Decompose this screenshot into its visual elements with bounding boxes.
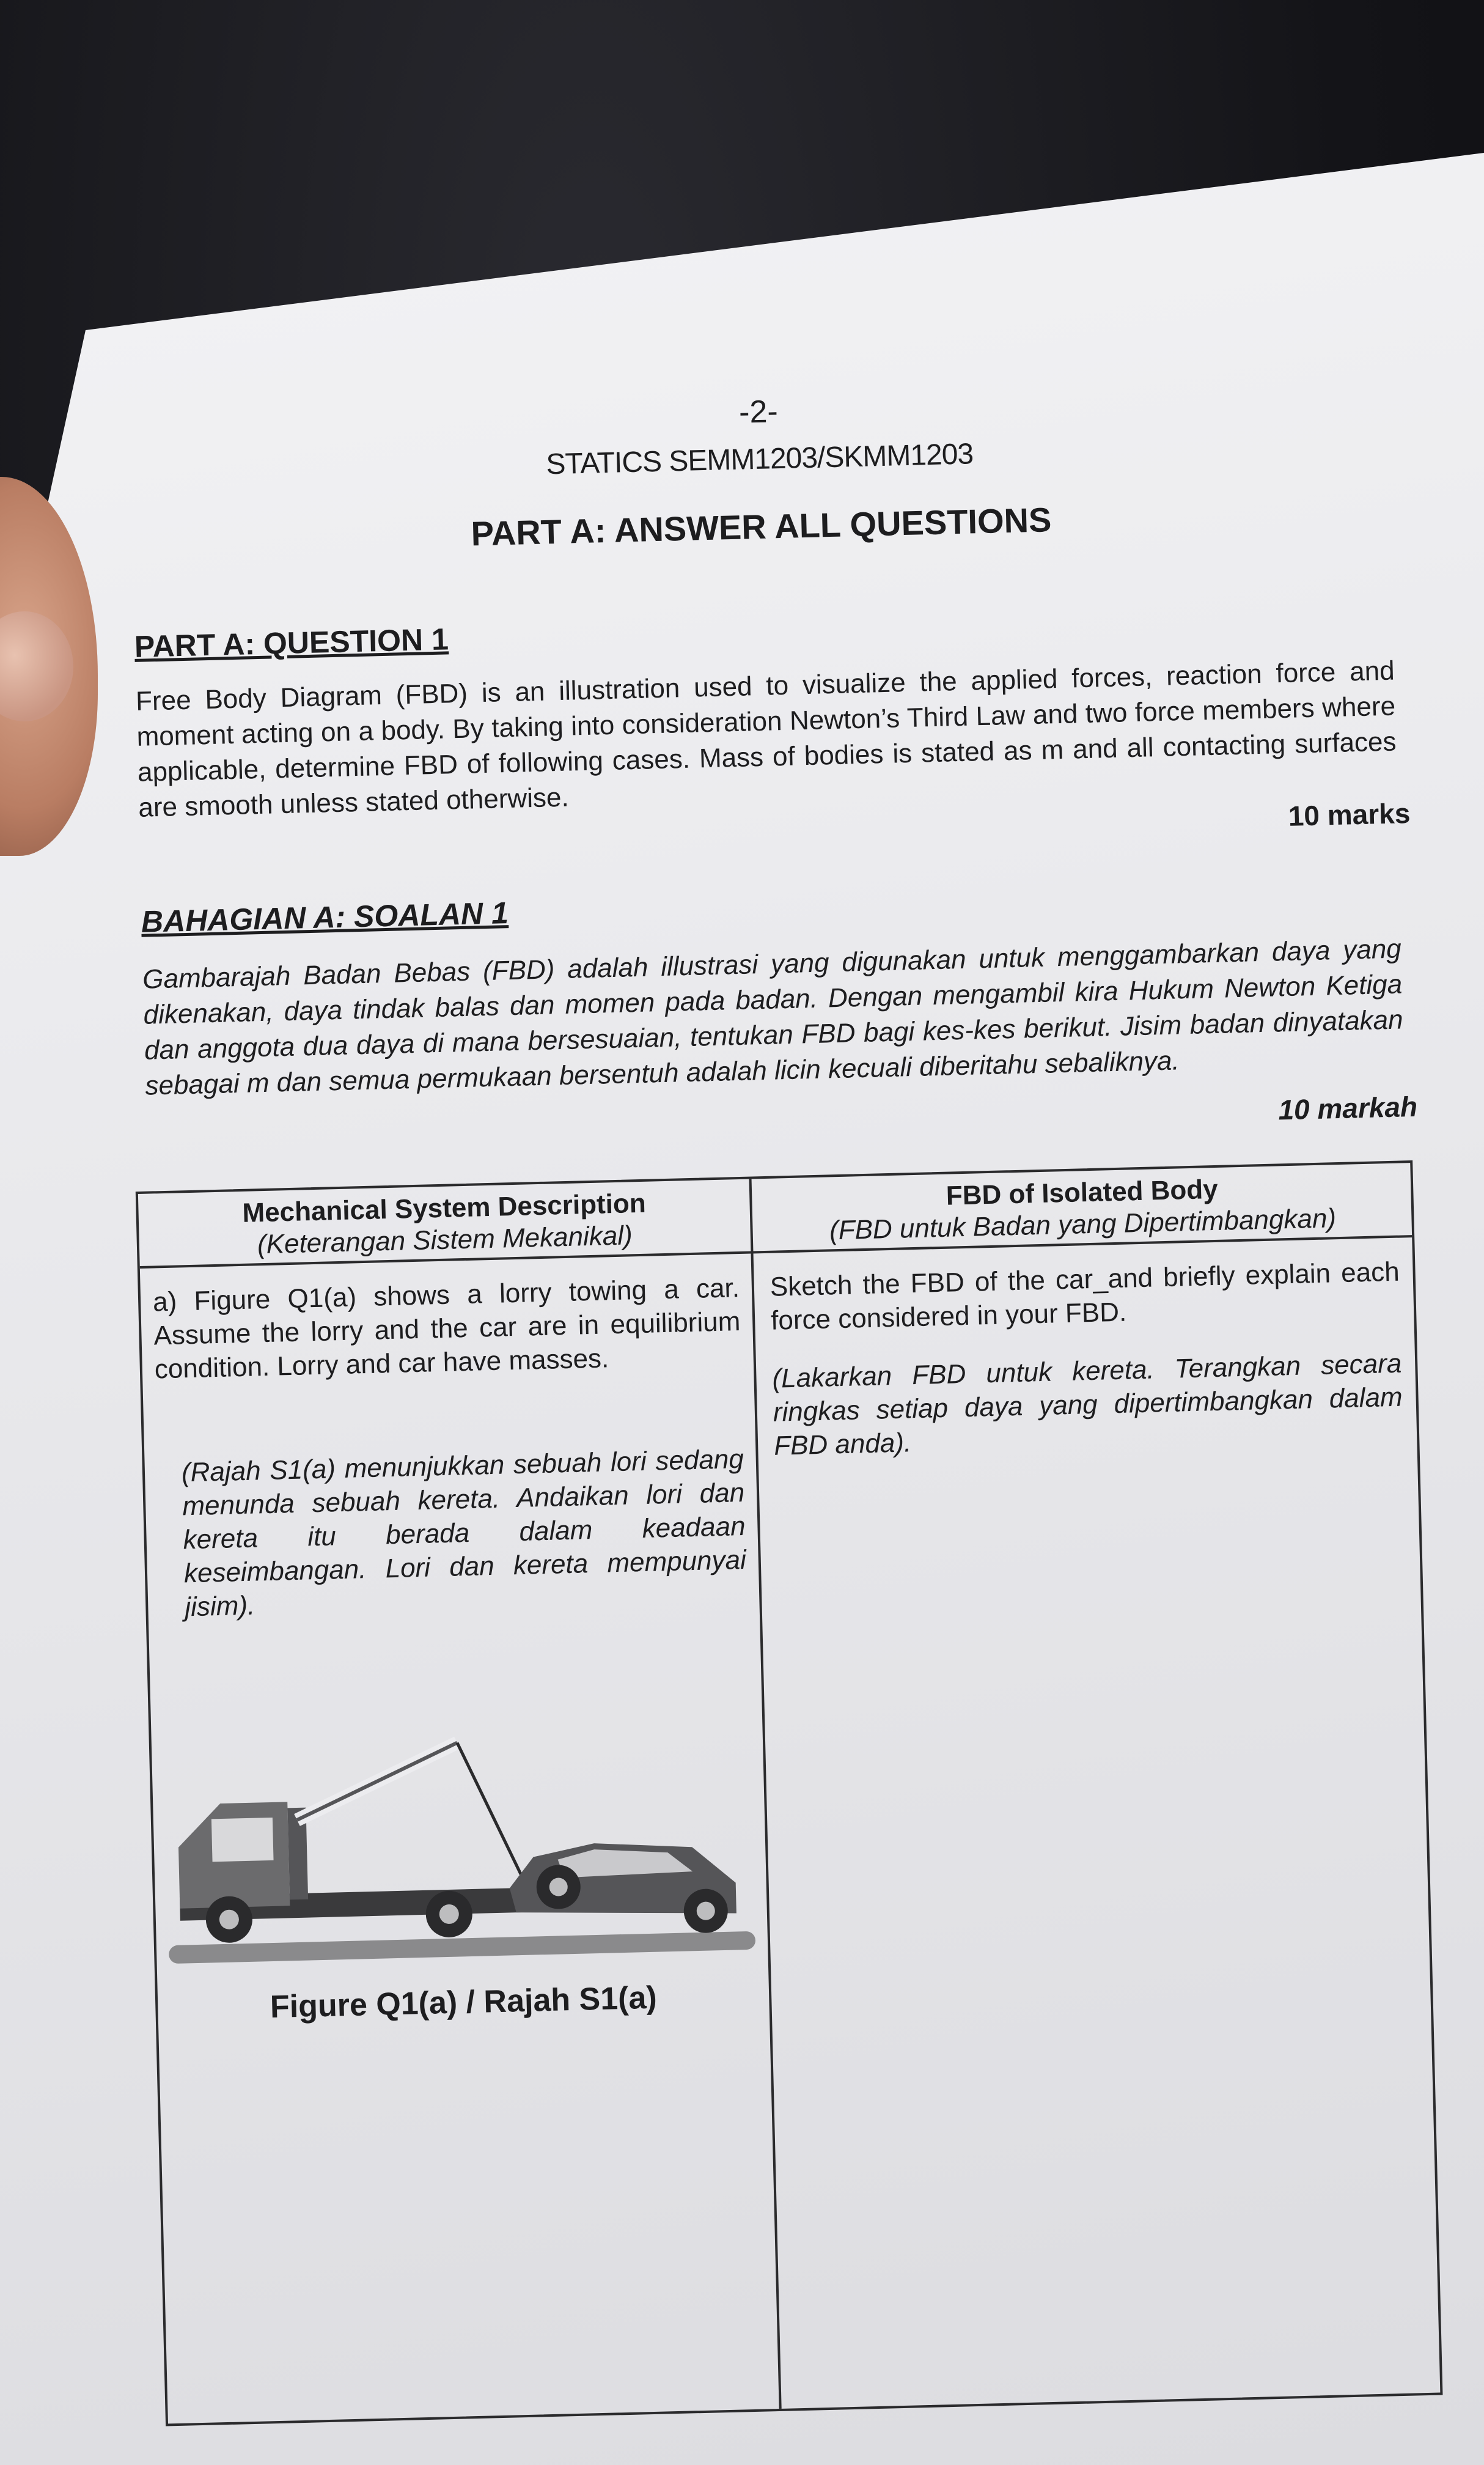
marks-ms: 10 markah	[1277, 1090, 1418, 1126]
question-table	[136, 1160, 1443, 2426]
tow-truck-figure	[163, 1699, 756, 1970]
table-header-row	[138, 1163, 1412, 1269]
tow-truck-illustration	[163, 1699, 756, 1970]
question-text-ms: Gambarajah Badan Bebas (FBD) adalah illustrasi yang digunakan untuk menggambarkan daya yang dikenakan, daya tindak balas dan momen pada badan. Dengan mengambil kira Hukum Newton Ketiga dan anggota dua daya di mana bersesuaian, tentukan FBD bagi kes-kes berikut. Jisim badan dinyatakan sebagai m dan semua permukaan bersentuh adalah licin kecuali diberitahu sebaliknya.	[142, 934, 1404, 1101]
marks-en: 10 marks	[1288, 797, 1411, 832]
figure-caption: Figure Q1(a) / Rajah S1(a)	[270, 1980, 658, 2025]
course-code: STATICS SEMM1203/SKMM1203	[545, 438, 974, 481]
row-a-instruction-ms: (Lakarkan FBD untuk kereta. Terangkan secara ringkas setiap daya yang dipertimbangkan dalam FBD anda).	[771, 1348, 1403, 1461]
row-a-description-en: a) Figure Q1(a) shows a lorry towing a car. Assume the lorry and the car are in equilibrium condition. Lorry and car have masses.	[152, 1273, 741, 1385]
question-heading-ms: BAHAGIAN A: SOALAN 1	[141, 896, 509, 939]
row-a-instruction-en: Sketch the FBD of the car_and briefly explain each force considered in your FBD.	[770, 1256, 1400, 1336]
col1-subtitle: (Keterangan Sistem Mekanikal)	[257, 1220, 633, 1260]
question-heading-en: PART A: QUESTION 1	[134, 622, 449, 664]
part-title: PART A: ANSWER ALL QUESTIONS	[470, 500, 1052, 553]
exam-page	[104, 366, 1461, 2451]
row-a-description-ms: (Rajah S1(a) menunjukkan sebuah lori sedang menunda sebuah kereta. Andaikan lori dan kereta itu berada dalam keadaan keseimbangan. Lori dan kereta mempunyai jisim).	[181, 1443, 747, 1623]
col1-title: Mechanical System Description	[241, 1188, 647, 1228]
col2-subtitle: (FBD untuk Badan yang Dipertimbangkan)	[829, 1203, 1337, 1246]
question-text-en: Free Body Diagram (FBD) is an illustration used to visualize the applied forces, reaction force and moment acting on a body. By taking into consideration Newton’s Third Law and two force members where applicable, determine FBD of following cases. Mass of bodies is stated as m and all contacting surfaces are smooth unless stated otherwise.	[135, 655, 1397, 823]
truck-window	[211, 1818, 274, 1862]
col2-title: FBD of Isolated Body	[946, 1174, 1219, 1211]
header-col-2	[752, 1169, 1413, 1248]
crane-boom-edge	[295, 1743, 459, 1820]
tow-cable	[457, 1741, 521, 1877]
ground-line	[169, 1931, 755, 1964]
page-number: -2-	[738, 394, 779, 430]
header-col-1	[138, 1185, 751, 1264]
